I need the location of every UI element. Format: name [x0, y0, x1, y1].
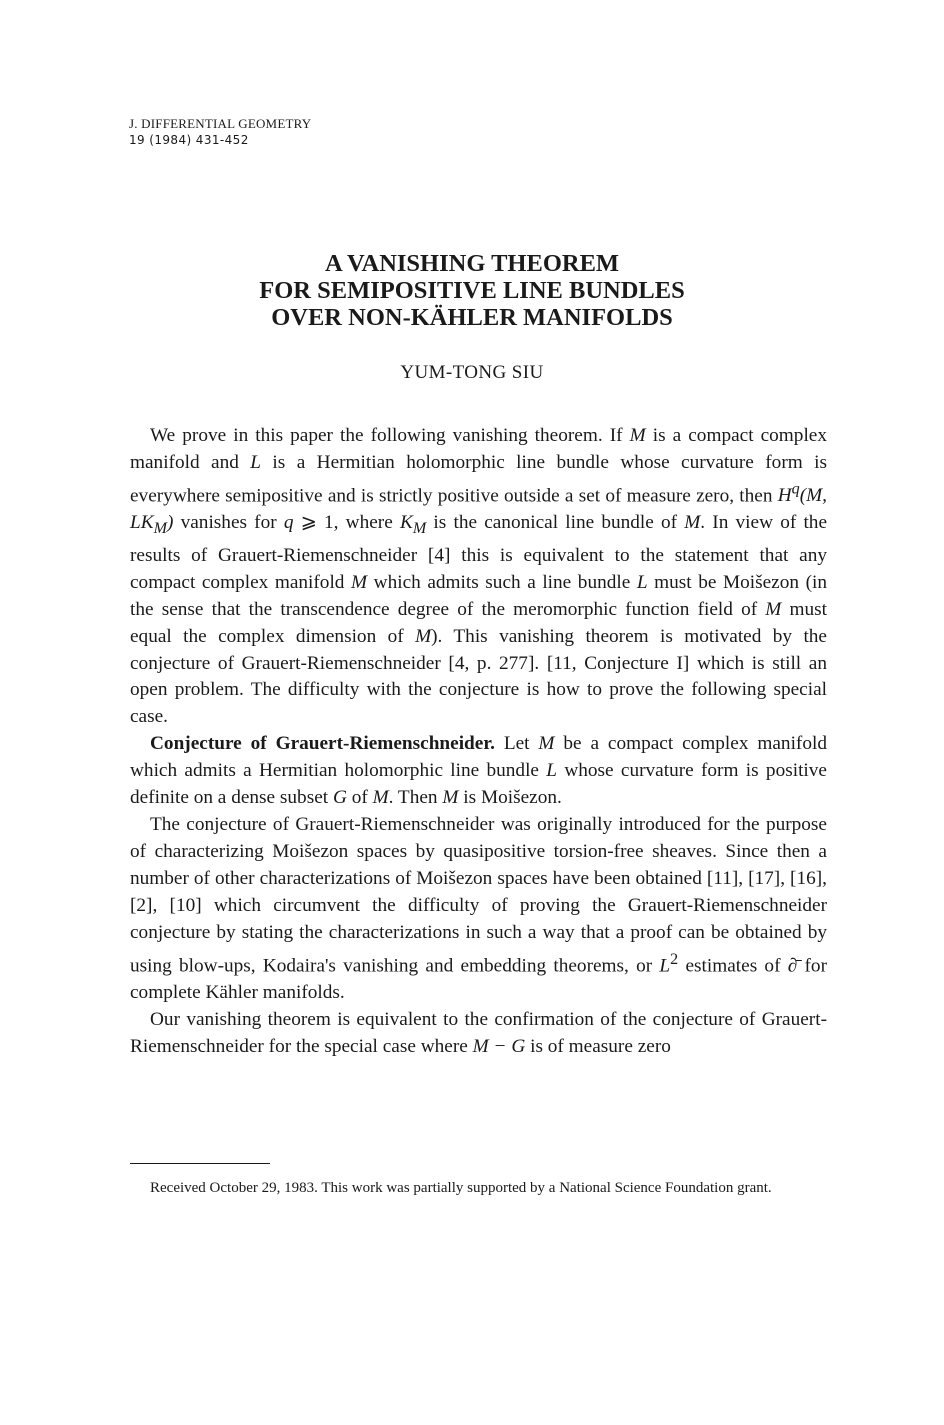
- journal-name: J. DIFFERENTIAL GEOMETRY: [129, 116, 312, 131]
- cohomology-formula: $H^q(M$, $LK_M$): [130, 480, 827, 537]
- journal-header: [129, 116, 311, 148]
- footnote-text: Received October 29, 1983. This work was partially supported by a National Science Foundation grant.: [150, 1180, 772, 1196]
- footnote: [130, 1178, 831, 1199]
- paragraph-equivalence: Our vanishing theorem is equivalent to the confirmation of the conjecture of Grauert-Riemenschneider for the special case where M − G is of measure zero: [130, 1008, 827, 1057]
- body-text: [130, 423, 827, 1061]
- canonical-bundle-symbol: $K_M$: [399, 512, 427, 537]
- paragraph-abstract: We prove in this paper the following vanishing theorem. If M is a compact complex manifold and L is a Hermitian holomorphic line bundle whose curvature form is everywhere semipositive and is strictly positive outside a set of measure zero, then $H^q(M$, $LK_M$) vanishes for q ⩾ 1, where $K_M$ is the canonical line bundle of M. In view of the results of Grauert-Riemenschneider [4] this is equivalent to the statement that any compact complex manifold M which admits such a line bundle L must be Moišezon (in the sense that the transcendence degree of the meromorphic function field of M must equal the complex dimension of M). This vanishing theorem is motivated by the conjecture of Grauert-Riemenschneider [4, p. 277]. [11, Conjecture I] which is still an open problem. The difficulty with the conjecture is how to prove the following special case.: [130, 425, 828, 728]
- author-name: YUM-TONG SIU: [400, 362, 544, 383]
- paper-title: [0, 250, 944, 331]
- journal-volume: 19 (1984) 431-452: [129, 133, 249, 147]
- title-line-1: A VANISHING THEOREM: [324, 250, 620, 277]
- paragraph-conjecture: Conjecture of Grauert-Riemenschneider. Let M be a compact complex manifold which admits a Hermitian holomorphic line bundle L whose curvature form is positive definite on a dense subset G of M. Then M is Moišezon.: [130, 733, 827, 809]
- title-line-3: OVER NON-KÄHLER MANIFOLDS: [271, 304, 673, 331]
- paragraph-history: The conjecture of Grauert-Riemenschneider was originally introduced for the purpose of characterizing Moišezon spaces by quasipositive torsion-free sheaves. Since then a number of other characterizations of Moišezon spaces have been obtained [11], [17], [16], [2], [10] which circumvent the difficulty of proving the Grauert-Riemenschneider conjecture by stating the characterizations in such a way that a proof can be obtained by using blow-ups, Kodaira's vanishing and embedding theorems, or $L^2$ estimates of ∂̄ for complete Kähler manifolds.: [130, 813, 827, 1003]
- conjecture-heading: Conjecture of Grauert-Riemenschneider.: [150, 733, 495, 755]
- footnote-rule: [130, 1163, 270, 1164]
- title-line-2: FOR SEMIPOSITIVE LINE BUNDLES: [259, 277, 685, 304]
